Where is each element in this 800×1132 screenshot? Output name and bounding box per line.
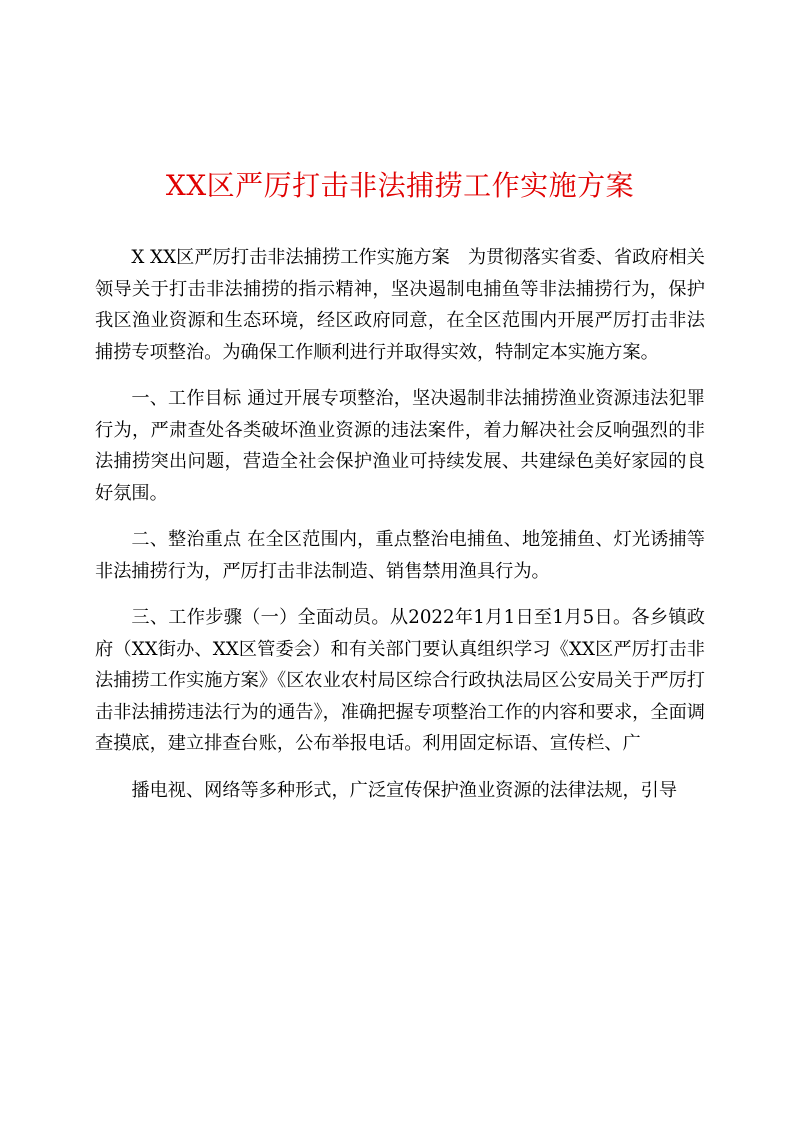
paragraph-work-steps: 三、工作步骤（一）全面动员。从2022年1月1日至1月5日。各乡镇政府（XX街办、XX区管委会）和有关部门要认真组织学习《XX区严厉打击非法捕捞工作实施方案》《区农业农村局区综合行政执法局区公安局关于严厉打击非法捕捞违法行为的通告》，准确把握专项整治工作的内容和要求，全面调查摸底，建立排查台账，公布举报电话。利用固定标语、宣传栏、广 [95, 607, 705, 754]
paragraph-continued: 播电视、网络等多种形式，广泛宣传保护渔业资源的法律法规，引导 [131, 779, 678, 801]
paragraph-key-focus: 二、整治重点 在全区范围内，重点整治电捕鱼、地笼捕鱼、灯光诱捕等非法捕捞行为，严厉打击非法制造、销售禁用渔具行为。 [95, 529, 705, 582]
document-title: XX区严厉打击非法捕捞工作实施方案 [165, 169, 635, 202]
document-body [95, 242, 705, 821]
paragraph-intro: X XX区严厉打击非法捕捞工作实施方案 为贯彻落实省委、省政府相关领导关于打击非法捕捞的指示精神，坚决遏制电捕鱼等非法捕捞行为，保护我区渔业资源和生态环境，经区政府同意，在全区范围内开展严厉打击非法捕捞专项整治。为确保工作顺利进行并取得实效，特制定本实施方案。 [95, 247, 705, 363]
paragraph-work-goal: 一、工作目标 通过开展专项整治，坚决遏制非法捕捞渔业资源违法犯罪行为，严肃查处各类破坏渔业资源的违法案件，着力解决社会反响强烈的非法捕捞突出问题，营造全社会保护渔业可持续发展、共建绿色美好家园的良好氛围。 [95, 388, 705, 504]
